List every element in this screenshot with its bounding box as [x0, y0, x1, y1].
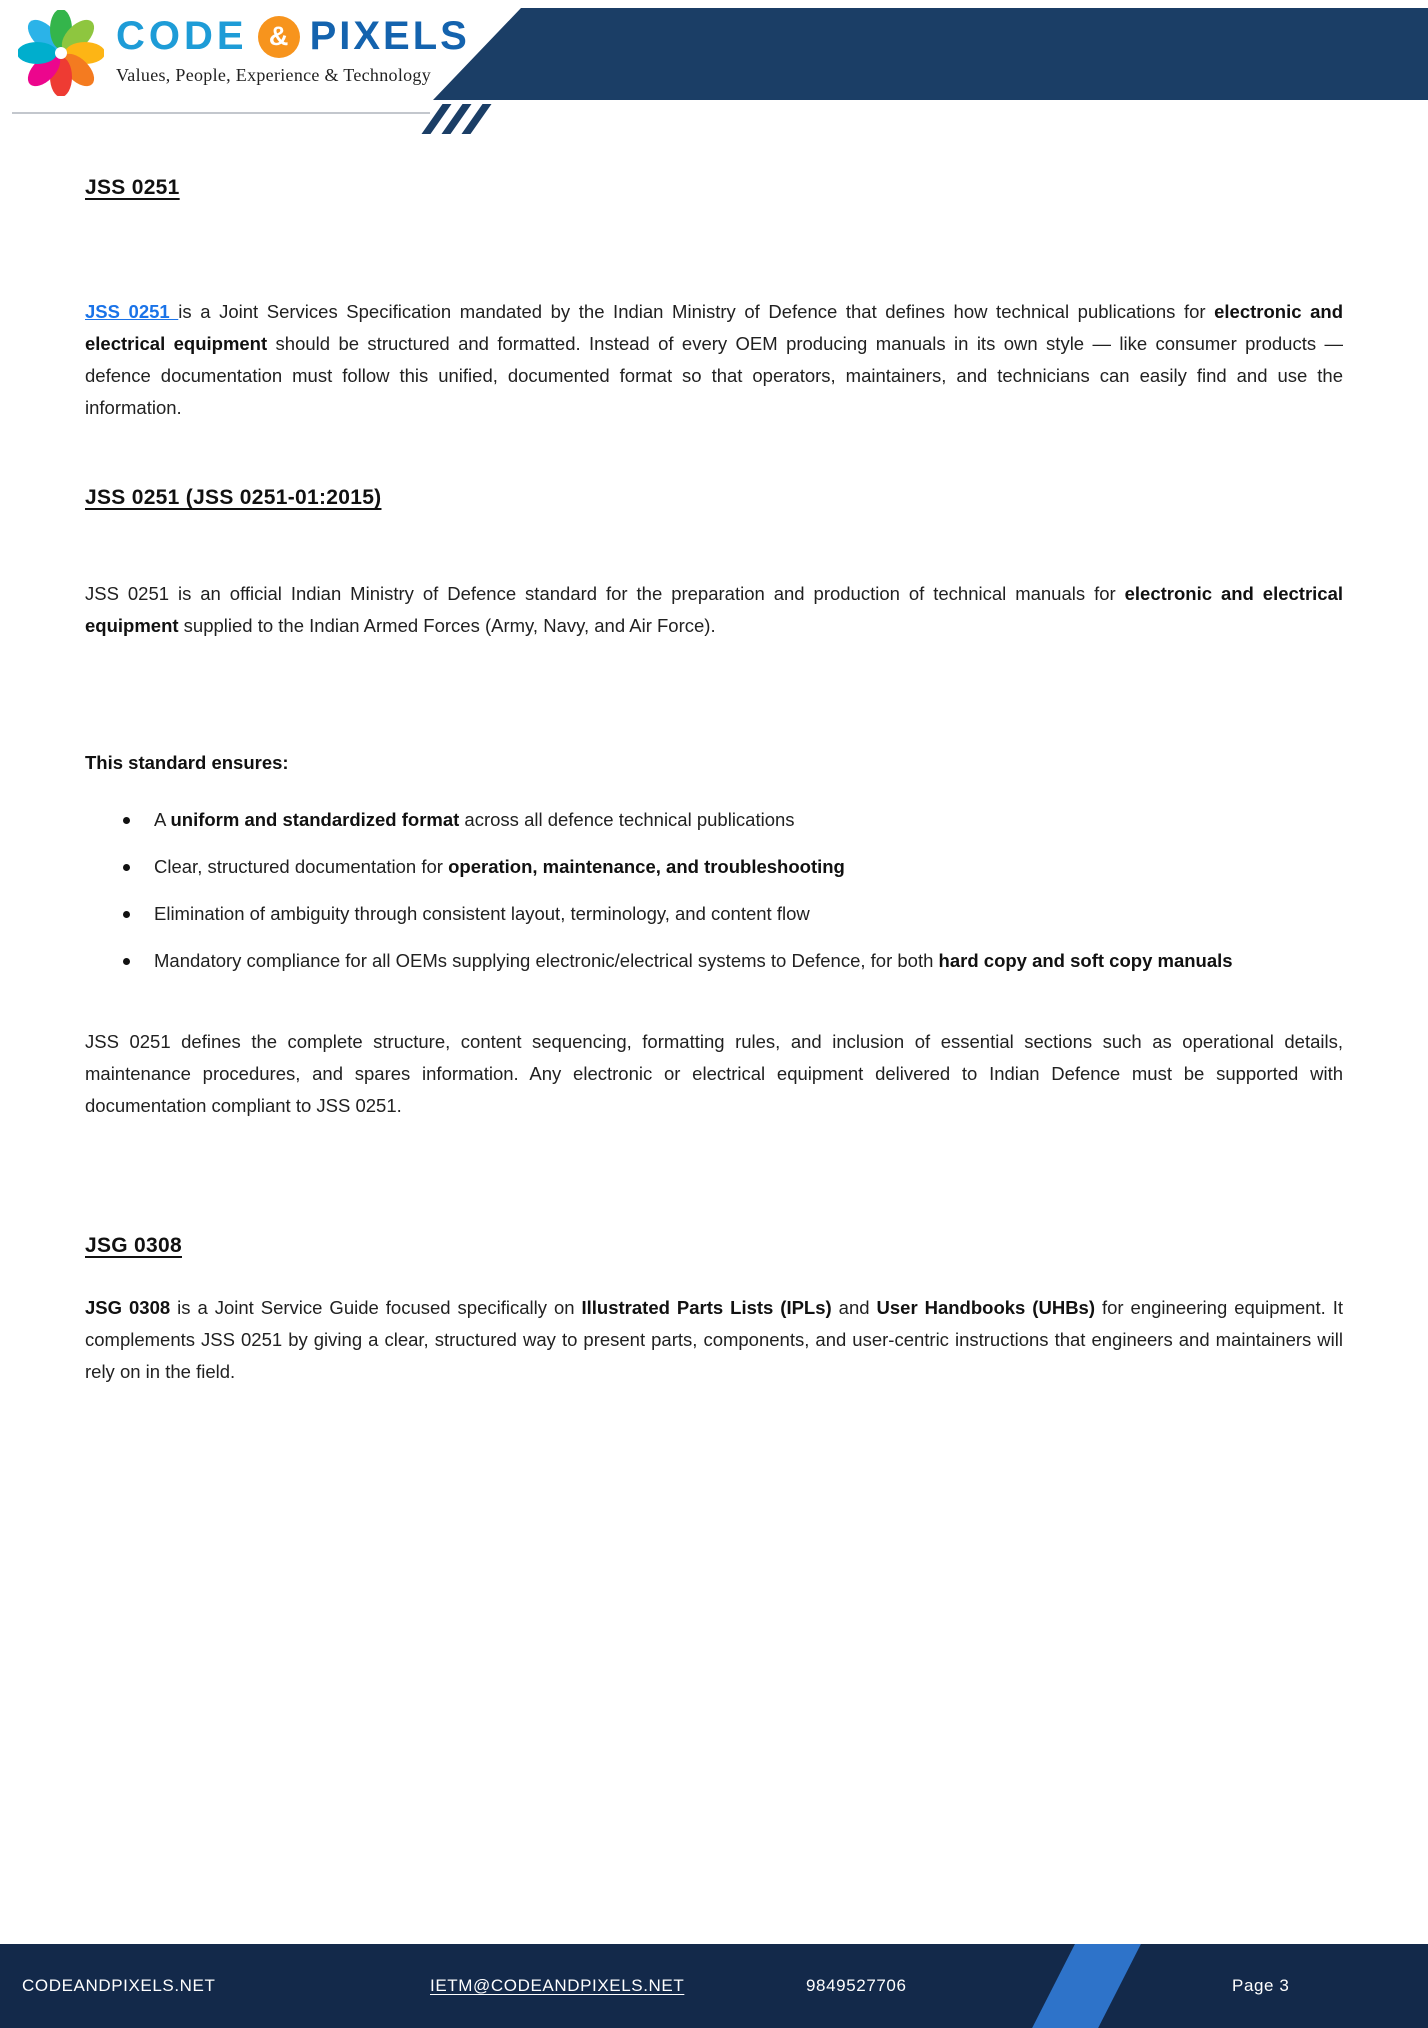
- bullet-dot-icon: [123, 817, 130, 824]
- pinwheel-logo-icon: [18, 10, 104, 96]
- footer: [0, 1944, 1428, 2028]
- heading-jss-0251-01-2015: JSS 0251 (JSS 0251-01:2015): [85, 486, 382, 509]
- footer-accent-stripe: [1024, 1944, 1146, 2028]
- text-segment: Clear, structured documentation for: [154, 856, 449, 877]
- text-segment: for engineering equipment. It complements JSS 0251 by giving a clear, structured way to present parts, components, and user-centric instructions that engineers and maintainers will rely on in the field.: [85, 1297, 1343, 1382]
- list-item: [85, 804, 1343, 836]
- ampersand-badge-icon: &: [258, 16, 300, 58]
- text-segment: supplied to the Indian Armed Forces (Army, Navy, and Air Force).: [178, 615, 716, 636]
- text-segment: should be structured and formatted. Instead of every OEM producing manuals in its own style — like consumer products — defence documentation must follow this unified, documented format so that operators, maintainers, and technicians can easily find and use the information.: [85, 333, 1343, 418]
- text-segment-bold: Illustrated Parts Lists (IPLs): [581, 1297, 832, 1318]
- text-segment-bold: hard copy and soft copy manuals: [938, 950, 1233, 971]
- text-segment: is a Joint Service Guide focused specifically on: [170, 1297, 582, 1318]
- text-segment-bold: User Handbooks (UHBs): [876, 1297, 1096, 1318]
- text-segment: is a Joint Services Specification mandated by the Indian Ministry of Defence that defines how technical publications for: [178, 301, 1215, 322]
- paragraph-jsg-0308: [85, 1292, 1343, 1388]
- paragraph-jss-0251-intro: [85, 296, 1343, 424]
- text-segment-bold: electronic and electrical equipment: [85, 301, 1343, 354]
- logo-text: [116, 10, 470, 86]
- text-segment: JSS 0251 is an official Indian Ministry of Defence standard for the preparation and production of technical manuals for: [85, 583, 1125, 604]
- list-item: [85, 898, 1343, 930]
- logo-word-pixels: PIXELS: [309, 14, 470, 58]
- text-segment-bold: operation, maintenance, and troubleshooting: [448, 856, 845, 877]
- logo: [18, 10, 470, 96]
- list-item: [85, 945, 1343, 977]
- header: [0, 0, 1428, 150]
- bullet-dot-icon: [123, 911, 130, 918]
- logo-divider-line: [12, 112, 430, 114]
- logo-tagline: Values, People, Experience & Technology: [116, 65, 432, 85]
- text-segment-bold: uniform and standardized format: [170, 809, 460, 830]
- text-segment: Elimination of ambiguity through consistent layout, terminology, and content flow: [154, 903, 810, 924]
- heading-jsg-0308: JSG 0308: [85, 1234, 182, 1257]
- paragraph-jss-0251-standard: [85, 578, 1343, 642]
- text-segment: Mandatory compliance for all OEMs supplying electronic/electrical systems to Defence, for both: [154, 950, 939, 971]
- ensures-label: This standard ensures:: [85, 752, 289, 773]
- footer-email-link[interactable]: IETM@CODEANDPIXELS.NET: [430, 1976, 685, 1995]
- bullet-dot-icon: [123, 958, 130, 965]
- paragraph-jss-0251-defines: JSS 0251 defines the complete structure, content sequencing, formatting rules, and inclusion of essential sections such as operational details, maintenance procedures, and spares information. Any electronic or electrical equipment delivered to Indian Defence must be supported with documentation compliant to JSS 0251.: [85, 1031, 1343, 1116]
- page-number: Page 3: [1232, 1976, 1290, 1995]
- jss-0251-link[interactable]: JSS 0251: [85, 301, 179, 322]
- text-segment-bold: electronic and electrical equipment: [85, 583, 1344, 636]
- text-segment: across all defence technical publications: [459, 809, 795, 830]
- heading-jss-0251: JSS 0251: [85, 176, 180, 199]
- text-segment: A: [154, 809, 171, 830]
- footer-phone: 9849527706: [806, 1976, 907, 1995]
- footer-website: CODEANDPIXELS.NET: [22, 1976, 216, 1995]
- text-segment-bold: JSG 0308: [85, 1297, 171, 1318]
- ensures-bullet-list: [85, 804, 1343, 992]
- header-diagonal-stripes: [432, 104, 481, 134]
- logo-word-code: CODE: [116, 14, 248, 58]
- list-item: [85, 851, 1343, 883]
- text-segment: and: [831, 1297, 877, 1318]
- header-banner-shape: [433, 8, 1428, 100]
- bullet-dot-icon: [123, 864, 130, 871]
